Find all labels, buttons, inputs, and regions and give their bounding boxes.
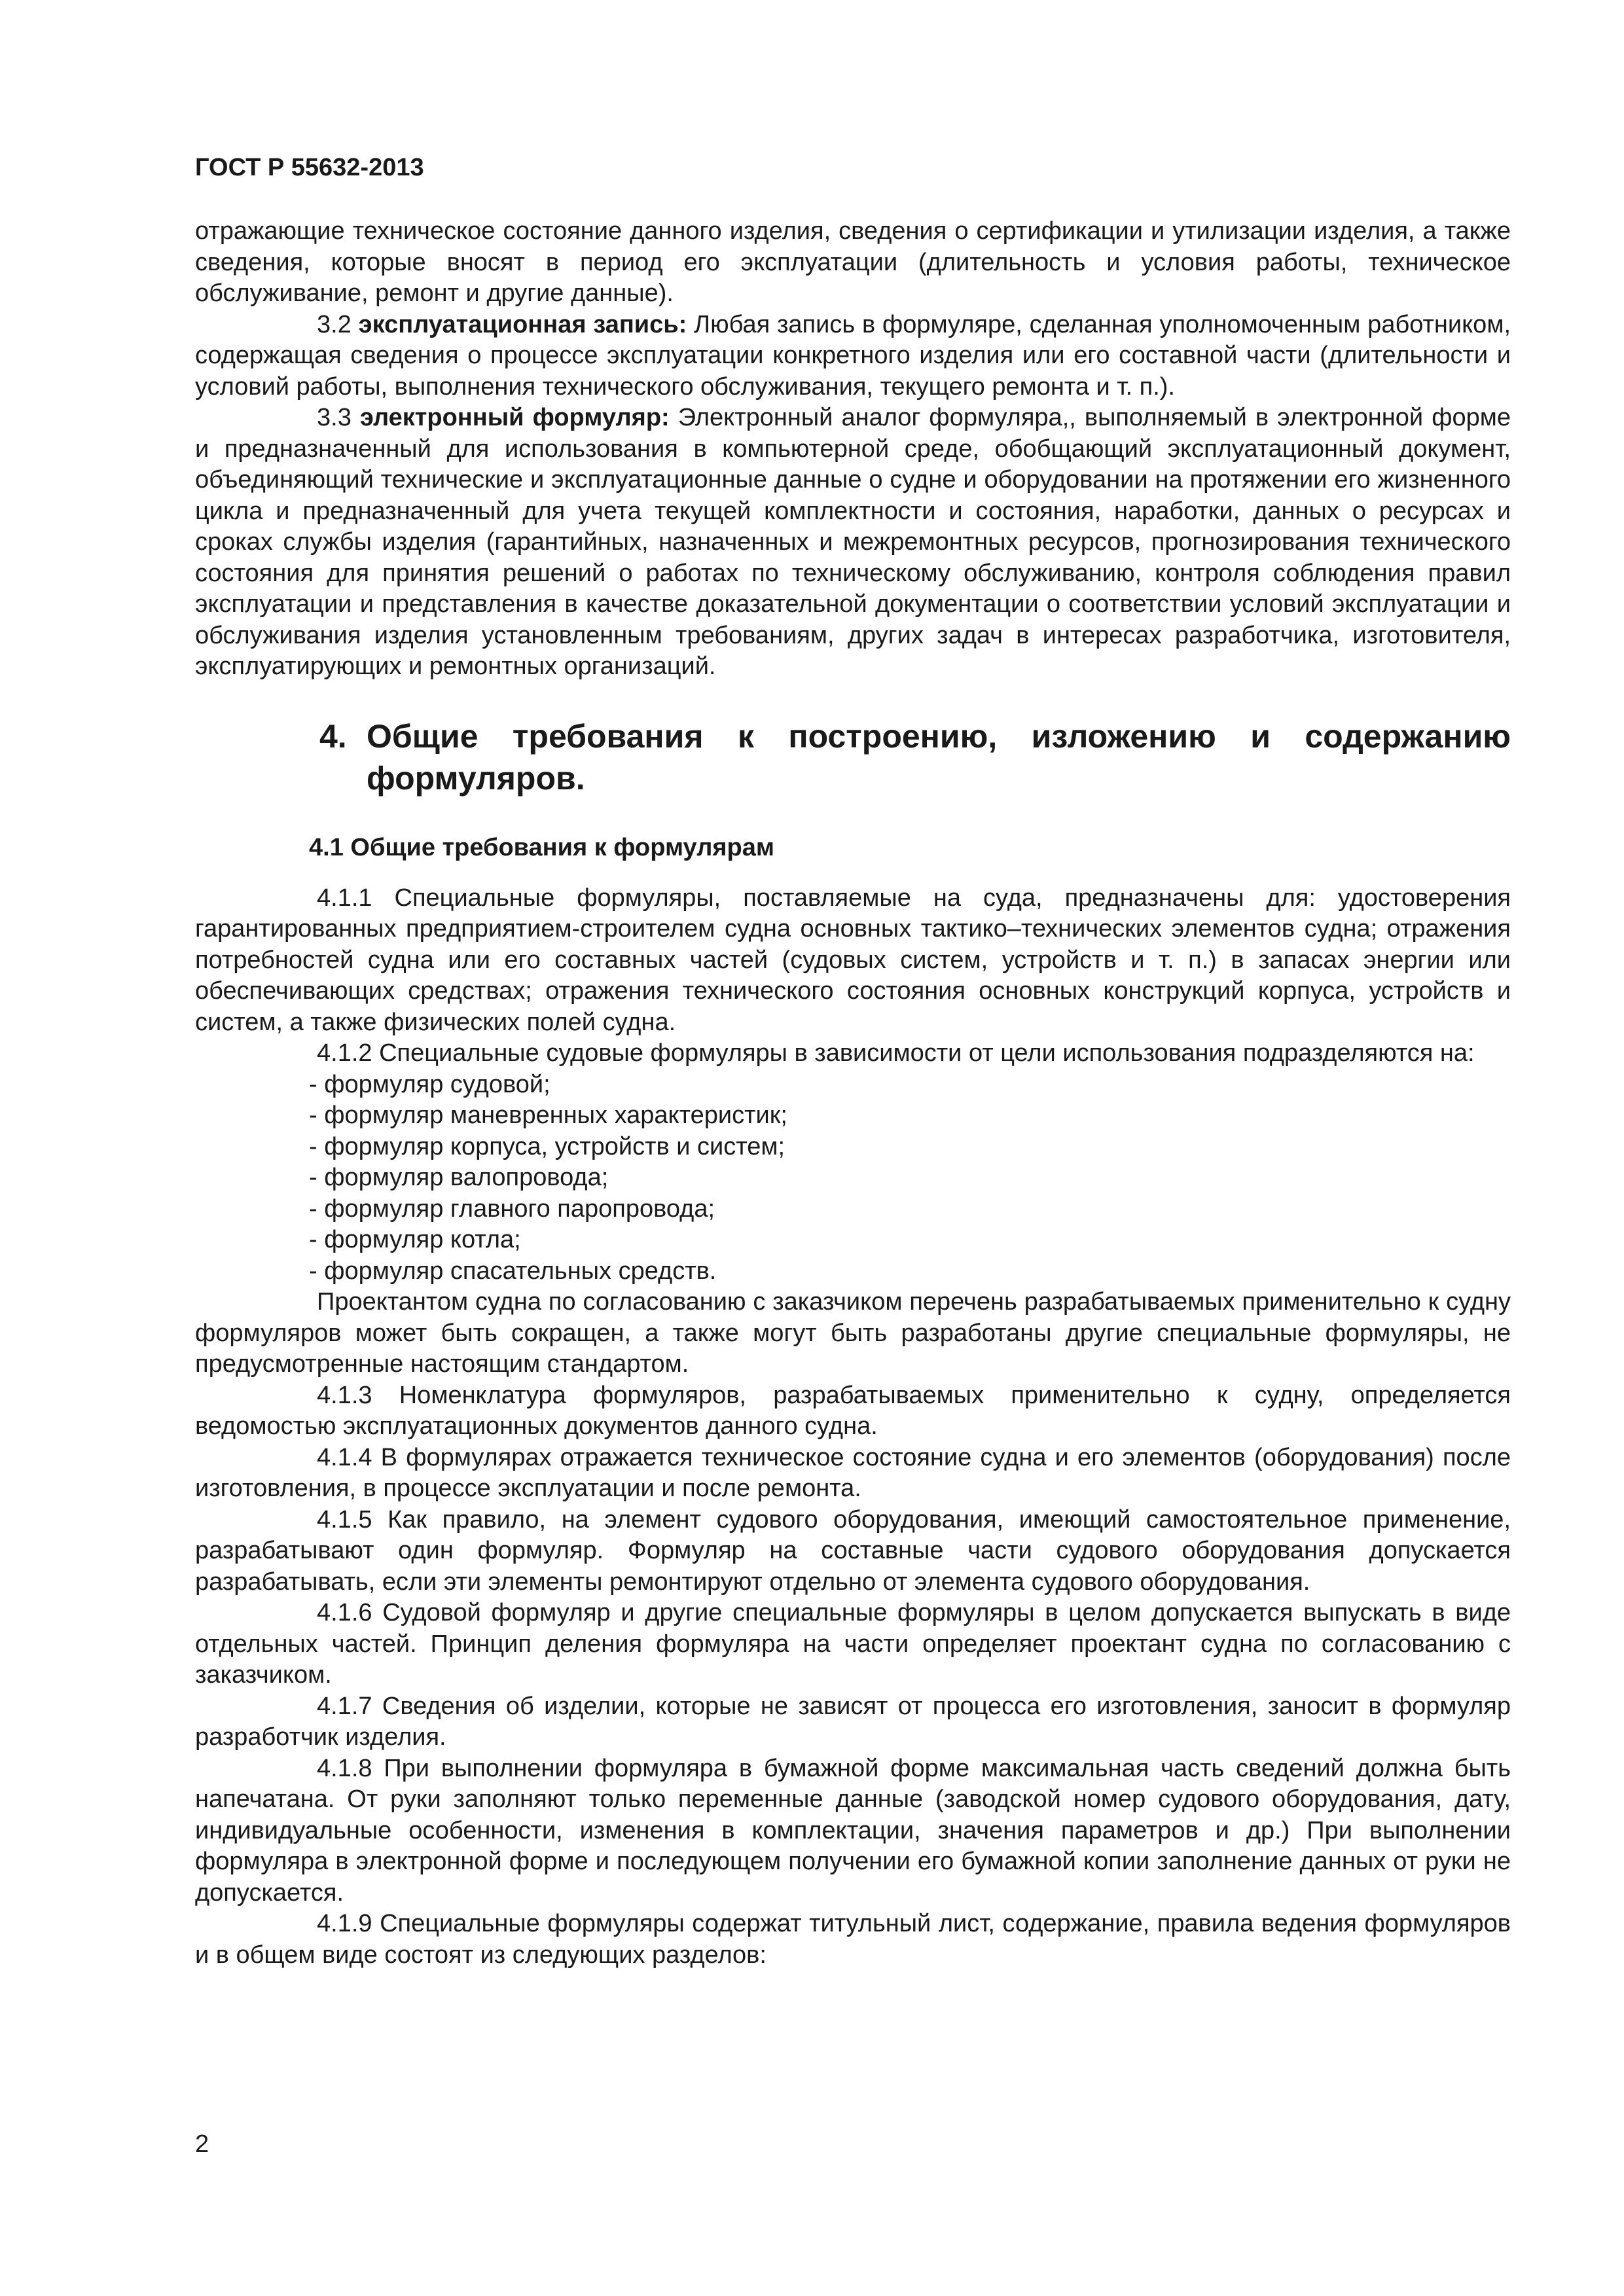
clause-number: 3.2 [317,310,359,338]
term-definition: Электронный аналог формуляра,, выполняемый в электронной форме и предназначенный для использования в компьютерной среде, обобщающий эксплуатационный документ, объединяющий технические и эксплуатационные данные о судне и оборудовании на протяжении его жизненного цикла и предназначенный для учета текущей комплектности и состояния, наработки, данных о ресурсах и сроках службы изделия (гарантийных, назначенных и межремонтных ресурсов, прогнозирования технического состояния для принятия решений о работах по техническому обслуживанию, контроля соблюдения правил эксплуатации и представления в качестве доказательной документации о соответствии условий эксплуатации и обслуживания изделия установленным требованиям, других задач в интересах разработчика, изготовителя, эксплуатирующих и ремонтных организаций. [195,404,1511,680]
list-item: - формуляр корпуса, устройств и систем; [309,1132,785,1160]
section-number: 4. [319,717,347,755]
paragraph-4-1-5: 4.1.5 Как правило, на элемент судового оборудования, имеющий самостоятельное применение, разрабатывают один формуляр. Формуляр на составные части судового оборудования допускается разрабатывать, если эти элементы ремонтируют отдельно от элемента судового оборудования. [195,1505,1511,1596]
paragraph-4-1-2-continued: Проектантом судна по согласованию с заказчиком перечень разрабатываемых применительно к судну формуляров может быть сокращен, а также могут быть разработаны другие специальные формуляры, не предусмотренные настоящим стандартом. [195,1288,1511,1378]
list-item: - формуляр валопровода; [309,1164,609,1191]
paragraph-4-1-3: 4.1.3 Номенклатура формуляров, разрабатываемых применительно к судну, определяется ведомостью эксплуатационных документов данного судна. [195,1381,1511,1440]
list-item: - формуляр главного паропровода; [309,1194,715,1223]
term-operational-record: эксплуатационная запись: [358,310,687,338]
paragraph-3-3 [195,403,1511,683]
paragraph-4-1-8: 4.1.8 При выполнении формуляра в бумажной форме максимальная часть сведений должна быть напечатана. От руки заполняют только переменные данные (заводской номер судового оборудования, дату, индивидуальные особенности, изменения в комплектации, значения параметров и др.) При выполнении формуляра в электронной форме и последующем получении его бумажной копии заполнение данных от руки не допускается. [195,1754,1511,1907]
document-page [195,152,1511,2181]
list-item: - формуляр маневренных характеристик; [309,1102,787,1129]
section-4-heading [195,715,1511,799]
list-item: - формуляр котла; [309,1226,521,1253]
paragraph-continuation: отражающие техническое состояние данного изделия, сведения о сертификации и утилизации изделия, а также сведения, которые вносят в период его эксплуатации (длительность и условия работы, техническое обслуживание, ремонт и другие данные). [195,217,1511,307]
term-definition: Любая запись в формуляре, сделанная уполномоченным работником, содержащая сведения о процессе эксплуатации конкретного изделия или его составной части (длительности и условий работы, выполнения технического обслуживания, текущего ремонта и т. п.). [195,310,1511,401]
list-item: - формуляр судовой; [309,1070,550,1098]
paragraph-3-2 [195,310,1511,403]
list-item: - формуляр спасательных средств. [309,1257,717,1285]
logbook-type-list [195,1069,1511,1287]
paragraph-4-1-9: 4.1.9 Специальные формуляры содержат титульный лист, содержание, правила ведения формуляров и в общем виде состоят из следующих разделов: [195,1910,1511,1969]
section-title-text: Общие требования к построению, изложению и содержанию формуляров. [367,717,1511,797]
paragraph-4-1-4: 4.1.4 В формулярах отражается техническое состояние судна и его элементов (оборудования) после изготовления, в процессе эксплуатации и после ремонта. [195,1443,1511,1502]
clause-number: 3.3 [317,404,360,431]
term-electronic-logbook: электронный формуляр: [359,404,670,431]
paragraph-4-1-1: 4.1.1 Специальные формуляры, поставляемые на суда, предназначены для: удостоверения гарантированных предприятием-строителем судна основных тактико–технических элементов судна; отражения потребностей судна или его составных частей (судовых систем, устройств и т. п.) в запасах энергии или обеспечивающих средствах; отражения технического состояния основных конструкций корпуса, устройств и систем, а также физических полей судна. [195,884,1511,1036]
subsection-4-1-heading: 4.1 Общие требования к формулярам [309,833,774,861]
paragraph-4-1-7: 4.1.7 Сведения об изделии, которые не зависят от процесса его изготовления, заносит в формуляр разработчик изделия. [195,1692,1511,1751]
document-code-header: ГОСТ Р 55632-2013 [195,154,424,181]
page-number: 2 [195,2130,209,2158]
paragraph-4-1-6: 4.1.6 Судовой формуляр и другие специальные формуляры в целом допускается выпускать в виде отдельных частей. Принцип деления формуляра на части определяет проектант судна по согласованию с заказчиком. [195,1599,1511,1689]
paragraph-4-1-2: 4.1.2 Специальные судовые формуляры в зависимости от цели использования подразделяются на: [317,1039,1475,1067]
